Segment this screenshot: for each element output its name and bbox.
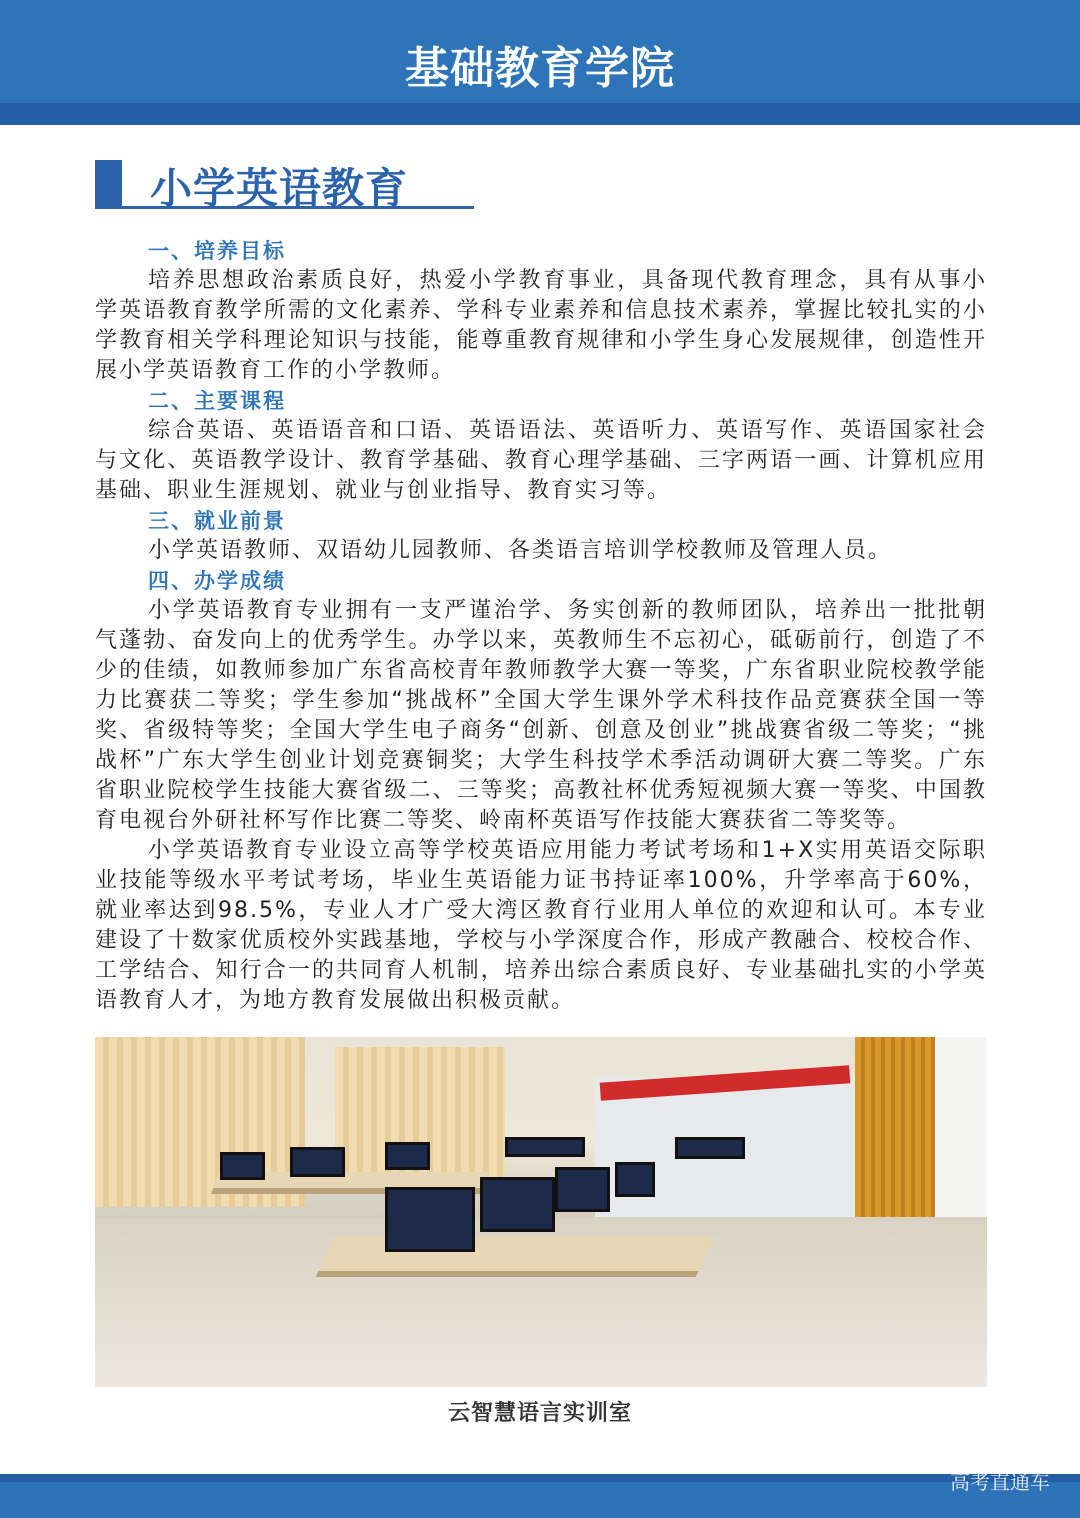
paragraph: 小学英语教育专业拥有一支严谨治学、务实创新的教师团队，培养出一批批朝气蓬勃、奋发向上的优秀学生。办学以来，英教师生不忘初心，砥砺前行，创造了不少的佳绩，如教师参加广东省高校青年教师教学大赛一等奖，广东省职业院校教学能力比赛获二等奖；学生参加“挑战杯”全国大学生课外学术科技作品竞赛获全国一等奖、省级特等奖；全国大学生电子商务“创新、创意及创业”挑战赛省级二等奖；“挑战杯”广东大学生创业计划竞赛铜奖；大学生科技学术季活动调研大赛二等奖。广东省职业院校学生技能大赛省级二、三等奖；高教社杯优秀短视频大赛一等奖、中国教育电视台外研社杯写作比赛二等奖、岭南杯英语写作技能大赛获省二等奖等。 xyxy=(95,598,987,833)
monitor xyxy=(615,1162,655,1197)
heading-courses: 二、主要课程 xyxy=(148,389,286,413)
paragraph: 小学英语教育专业设立高等学校英语应用能力考试考场和1+X实用英语交际职业技能等级水平考试考场，毕业生英语能力证书持证率100%，升学率高于60%，就业率达到98.5%，专业人才广受大湾区教育行业用人单位的欢迎和认可。本专业建设了十数家优质校外实践基地，学校与小学深度合作，形成产教融合、校校合作、工学结合、知行合一的共同育人机制，培养出综合素质良好、专业基础扎实的小学英语教育人才，为地方教育发展做出积极贡献。 xyxy=(95,838,987,1013)
wall xyxy=(935,1037,987,1237)
photo-caption: 云智慧语言实训室 xyxy=(447,1401,632,1426)
monitor xyxy=(290,1147,345,1177)
monitor xyxy=(220,1152,265,1180)
paragraph: 小学英语教师、双语幼儿园教师、各类语言培训学校教师及管理人员。 xyxy=(148,538,893,563)
monitor xyxy=(505,1137,585,1157)
header-stripe xyxy=(0,103,1080,125)
heading-employment: 三、就业前景 xyxy=(148,509,286,533)
monitor xyxy=(675,1137,745,1159)
title-accent-bar xyxy=(95,160,122,209)
wood-pillar xyxy=(855,1037,935,1227)
watermark: 高考直通车 xyxy=(950,1470,1050,1494)
desk xyxy=(316,1237,715,1277)
footer-band xyxy=(0,1482,1080,1518)
content xyxy=(95,236,987,1016)
page-title: 小学英语教育 xyxy=(150,164,409,213)
paragraph: 综合英语、英语语音和口语、英语语法、英语听力、英语写作、英语国家社会与文化、英语教学设计、教育学基础、教育心理学基础、三字两语一画、计算机应用基础、职业生涯规划、就业与创业指导、教育实习等。 xyxy=(95,418,987,503)
header-banner xyxy=(0,0,1080,103)
footer-stripe xyxy=(0,1474,1080,1482)
monitor xyxy=(480,1177,555,1232)
section-title-block xyxy=(95,160,474,213)
monitor xyxy=(555,1167,610,1212)
header-title: 基础教育学院 xyxy=(405,42,675,94)
heading-goals: 一、培养目标 xyxy=(148,239,286,263)
heading-achievements: 四、办学成绩 xyxy=(148,569,286,593)
monitor xyxy=(385,1142,430,1170)
classroom-photo xyxy=(95,1037,987,1387)
paragraph: 培养思想政治素质良好，热爱小学教育事业，具备现代教育理念，具有从事小学英语教育教学所需的文化素养、学科专业素养和信息技术素养，掌握比较扎实的小学教育相关学科理论知识与技能，能尊重教育规律和小学生身心发展规律，创造性开展小学英语教育工作的小学教师。 xyxy=(95,268,987,383)
monitor xyxy=(385,1187,475,1252)
